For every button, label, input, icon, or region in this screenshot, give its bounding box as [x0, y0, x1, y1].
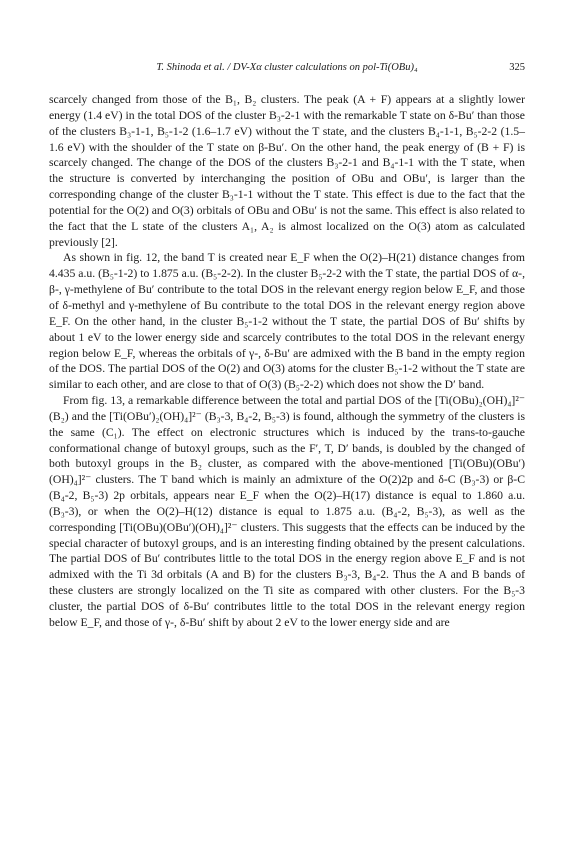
- running-title: T. Shinoda et al. / DV-Xα cluster calculations on pol-Ti(OBu)₄: [156, 62, 418, 73]
- body-text: [49, 92, 525, 631]
- running-head: [49, 60, 525, 76]
- paragraph: From fig. 13, a remarkable difference between the total and partial DOS of the [Ti(OBu)₂(OH)₄]²⁻ (B₂) and the [Ti(OBu′)₂(OH)₄]²⁻ (B₃-3, B₄-2, B₅-3) is found, although the symmetry of the clusters is the same (C₁). The effect on electronic structures which is induced by the trans-to-gauche conformational change of butoxyl groups, such as the F′, T, D′ bands, is doubled by the changed of both butoxyl groups in the B₂ cluster, as compared with the above-mentioned [Ti(OBu)(OBu′)(OH)₄]²⁻ clusters. The T band which is mainly an admixture of the O(2)2p and δ-C (B₃-3) or β-C (B₄-2, B₅-3) 2p orbitals, appears near E_F when the O(2)–H(17) distance is equal to 1.860 a.u. (B₃-3), or when the O(2)–H(12) distance is equal to 1.875 a.u. (B₄-2, B₅-3), as well as the corresponding [Ti(OBu)(OBu′)(OH)₄]²⁻ clusters. This suggests that the effects can be induced by the special character of butoxyl groups, and is an interesting finding obtained by the present calculations. The partial DOS of Bu′ contributes little to the total DOS in the energy region above E_F and is not admixed with the Ti 3d orbitals (A and B) for the clusters B₃-3, B₄-2. Thus the A and B bands of these clusters are strongly localized on the Ti site as compared with other clusters. For the B₅-3 cluster, the partial DOS of δ-Bu′ contributes little to the total DOS in the relevant energy region below E_F, and those of γ-, δ-Bu′ shift by about 2 eV to the lower energy side and are: [49, 394, 525, 629]
- journal-page: [49, 60, 525, 631]
- page-number: 325: [509, 62, 525, 73]
- paragraph: scarcely changed from those of the B₁, B₂ clusters. The peak (A + F) appears at a slightly lower energy (1.4 eV) in the total DOS of the cluster B₃-2-1 with the remarkable T state on δ-Bu′ than those of the clusters B₃-1-1, B₅-1-2 (1.6–1.7 eV) without the T state, and the clusters B₄-1-1, B₅-2-2 (1.5–1.6 eV) with the shoulder of the T state on β-Bu′. On the other hand, the peak energy of (B + F) is scarcely changed. The change of the DOS of the clusters B₃-2-1 and B₄-1-1 with the T state, when the structure is converted by interchanging the position of OBu and OBu′, is larger than the corresponding change of the cluster B₃-1-1 without the T state. This effect is due to the fact that the potential for the O(2) and O(3) orbitals of OBu and OBu′ is not the same. This effect is also related to the fact that the L state of the clusters A₁, A₂ is almost localized on the O(3) atom as calculated previously [2].: [49, 93, 525, 249]
- paragraph: As shown in fig. 12, the band T is created near E_F when the O(2)–H(21) distance changes from 4.435 a.u. (B₅-1-2) to 1.875 a.u. (B₅-2-2). In the cluster B₅-2-2 with the T state, the partial DOS of α-, β-, γ-methylene of Bu′ contribute to the total DOS in the relevant energy region below E_F, and those of δ-methyl and γ-methylene of Bu contribute to the total DOS in the relevant energy region above E_F. On the other hand, in the cluster B₅-1-2 without the T state, the partial DOS of Bu′ shifts by about 1 eV to the lower energy side and scarcely contributes to the total DOS in the relevant energy region below E_F, whereas the orbitals of γ-, δ-Bu′ are admixed with the B band in the empty region of the DOS. The partial DOS of the O(2) and O(3) atoms for the cluster B₅-1-2 without the T state are similar to each other, and are close to that of O(3) (B₅-2-2) which does not show the D′ band.: [49, 251, 525, 392]
